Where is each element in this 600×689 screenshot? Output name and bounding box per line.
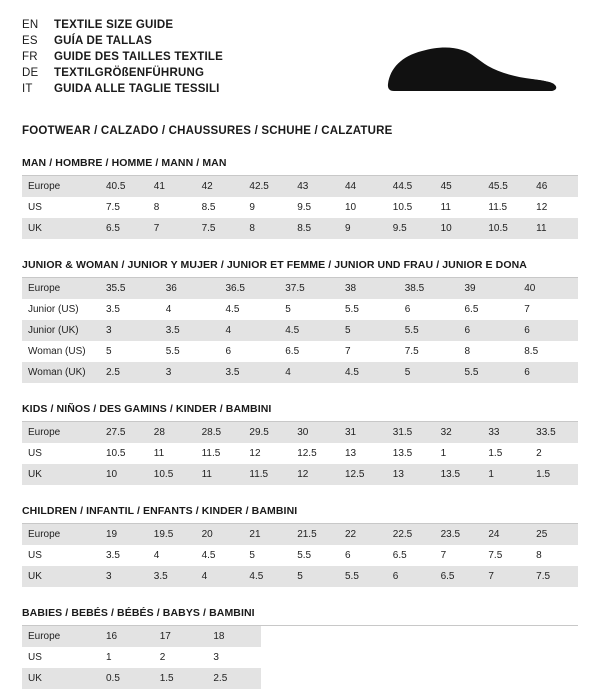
group-junior-woman [22, 259, 578, 383]
cell: 1.5 [154, 668, 208, 689]
row-label: US [28, 448, 42, 459]
cell: 16 [100, 626, 154, 647]
cell: 17 [154, 626, 208, 647]
row-label: UK [22, 218, 100, 239]
cell: 4.5 [279, 320, 339, 341]
cell: 4 [196, 566, 244, 587]
cell: 8.5 [524, 346, 539, 357]
table-row [22, 545, 578, 566]
group-children [22, 505, 578, 587]
size-table [22, 176, 578, 239]
cell: 19 [100, 524, 148, 545]
group-babies [22, 607, 578, 689]
cell: 5.5 [339, 566, 387, 587]
cell: 12 [536, 202, 548, 213]
cell: 20 [196, 524, 244, 545]
cell: 13.5 [392, 448, 413, 459]
cell: 12.5 [339, 464, 387, 485]
cell: 1 [482, 464, 530, 485]
cell: 5.5 [345, 304, 359, 315]
language-title: GUIDE DES TAILLES TEXTILE [54, 51, 223, 63]
cell: 42 [196, 176, 244, 197]
cell: 7.5 [488, 550, 503, 561]
cell: 2.5 [100, 362, 160, 383]
cell: 6 [518, 362, 578, 383]
language-row [22, 18, 223, 33]
cell: 5.5 [399, 320, 459, 341]
cell: 45.5 [482, 176, 530, 197]
cell: 1 [440, 448, 447, 459]
cell: 9 [339, 218, 387, 239]
cell: 4.5 [339, 362, 399, 383]
cell: 10.5 [148, 464, 196, 485]
table-row [22, 218, 578, 239]
language-row [22, 50, 223, 65]
group-man [22, 157, 578, 239]
row-label: Woman (UK) [22, 362, 100, 383]
cell: 9.5 [387, 218, 435, 239]
cell: 7 [148, 218, 196, 239]
cell: 7.5 [530, 566, 578, 587]
cell: 5 [291, 566, 339, 587]
cell: 5 [399, 362, 459, 383]
cell: 13 [387, 464, 435, 485]
cell: 10.5 [392, 202, 413, 213]
cell: 11.5 [243, 464, 291, 485]
cell: 18 [207, 626, 261, 647]
cell: 7 [345, 346, 351, 357]
table-row [22, 647, 261, 668]
cell: 6.5 [285, 346, 300, 357]
header [22, 18, 578, 103]
language-row [22, 34, 223, 49]
language-title: GUÍA DE TALLAS [54, 35, 152, 47]
table-row [22, 464, 578, 485]
cell: 9.5 [297, 202, 312, 213]
cell: 11.5 [488, 202, 508, 213]
cell: 1.5 [488, 448, 503, 459]
cell: 6 [344, 550, 351, 561]
language-row [22, 82, 223, 97]
cell: 9 [249, 202, 255, 213]
cell: 42.5 [243, 176, 291, 197]
row-label: Europe [22, 422, 100, 443]
size-table [22, 626, 261, 689]
cell: 7.5 [196, 218, 244, 239]
row-label: Woman (US) [28, 346, 86, 357]
cell: 35.5 [100, 278, 160, 299]
cell: 8 [153, 202, 160, 213]
group-title: CHILDREN / INFANTIL / ENFANTS / KINDER / BAMBINI [22, 505, 578, 524]
cell: 25 [530, 524, 578, 545]
cell: 33.5 [530, 422, 578, 443]
row-label: UK [22, 566, 100, 587]
language-code: ES [22, 35, 38, 47]
cell: 6.5 [435, 566, 483, 587]
language-titles [22, 18, 223, 97]
cell: 5.5 [165, 346, 180, 357]
cell: 3.5 [106, 304, 120, 315]
cell: 8.5 [201, 202, 216, 213]
table-row [22, 524, 578, 545]
cell: 4 [279, 362, 339, 383]
group-title: KIDS / NIÑOS / DES GAMINS / KINDER / BAMBINI [22, 403, 578, 422]
cell: 19.5 [148, 524, 196, 545]
cell: 8 [464, 346, 471, 357]
row-label: Europe [22, 626, 100, 647]
page-title: FOOTWEAR / CALZADO / CHAUSSURES / SCHUHE / CALZATURE [22, 125, 393, 137]
row-label: US [28, 550, 42, 561]
cell: 40 [518, 278, 578, 299]
cell: 11.5 [201, 448, 221, 459]
cell: 3 [160, 362, 220, 383]
table-row [22, 176, 578, 197]
cell: 43 [291, 176, 339, 197]
cell: 10 [435, 218, 483, 239]
cell: 46 [530, 176, 578, 197]
row-label: UK [22, 668, 100, 689]
row-label: US [28, 202, 42, 213]
group-kids [22, 403, 578, 485]
cell: 10 [100, 464, 148, 485]
size-table [22, 422, 578, 485]
cell: 4 [220, 320, 280, 341]
row-label: UK [22, 464, 100, 485]
cell: 44.5 [387, 176, 435, 197]
cell: 3.5 [220, 362, 280, 383]
cell: 5 [249, 550, 255, 561]
cell: 4 [165, 304, 172, 315]
cell: 21.5 [291, 524, 339, 545]
cell: 10 [344, 202, 357, 213]
language-title: TEXTILE SIZE GUIDE [54, 19, 174, 31]
cell: 2.5 [207, 668, 261, 689]
cell: 6.5 [100, 218, 148, 239]
cell: 39 [459, 278, 519, 299]
table-row [22, 626, 261, 647]
language-code: FR [22, 51, 38, 63]
cell: 6 [225, 346, 232, 357]
cell: 45 [435, 176, 483, 197]
table-row [22, 197, 578, 218]
cell: 22.5 [387, 524, 435, 545]
cell: 7.5 [106, 202, 120, 213]
cell: 5 [339, 320, 399, 341]
cell: 5.5 [459, 362, 519, 383]
cell: 7 [482, 566, 530, 587]
cell: 5 [106, 346, 112, 357]
cell: 36.5 [220, 278, 280, 299]
group-title: JUNIOR & WOMAN / JUNIOR Y MUJER / JUNIOR ET FEMME / JUNIOR UND FRAU / JUNIOR E DONA [22, 259, 578, 278]
cell: 22 [339, 524, 387, 545]
cell: 28.5 [196, 422, 244, 443]
table-row [22, 320, 578, 341]
cell: 10.5 [106, 448, 126, 459]
cell: 29.5 [243, 422, 291, 443]
cell: 27.5 [100, 422, 148, 443]
row-label: Europe [22, 278, 100, 299]
cell: 30 [291, 422, 339, 443]
cell: 13.5 [435, 464, 483, 485]
cell: 32 [435, 422, 483, 443]
cell: 40.5 [100, 176, 148, 197]
table-row [22, 422, 578, 443]
cell: 21 [243, 524, 291, 545]
language-row [22, 66, 223, 81]
table-row [22, 299, 578, 320]
cell: 41 [148, 176, 196, 197]
cell: 12 [291, 464, 339, 485]
language-code: IT [22, 83, 33, 95]
cell: 24 [482, 524, 530, 545]
cell: 4.5 [243, 566, 291, 587]
cell: 28 [148, 422, 196, 443]
cell: 3.5 [160, 320, 220, 341]
dress-shoe-icon [380, 36, 560, 103]
table-row [22, 566, 578, 587]
language-title: TEXTILGRÖßENFÜHRUNG [54, 67, 205, 79]
row-label: Junior (US) [28, 304, 79, 315]
cell: 3 [100, 320, 160, 341]
language-title: GUIDA ALLE TAGLIE TESSILI [54, 83, 220, 95]
cell: 5 [285, 304, 291, 315]
cell: 0.5 [100, 668, 154, 689]
cell: 13 [344, 448, 357, 459]
language-code: EN [22, 19, 39, 31]
cell: 7 [524, 304, 530, 315]
cell: 12.5 [297, 448, 317, 459]
cell: 11 [530, 218, 578, 239]
table-row [22, 278, 578, 299]
cell: 11 [196, 464, 244, 485]
size-table [22, 278, 578, 383]
row-label: US [28, 652, 42, 663]
table-row [22, 341, 578, 362]
cell: 31 [339, 422, 387, 443]
cell: 38 [339, 278, 399, 299]
cell: 33 [482, 422, 530, 443]
cell: 3 [213, 652, 219, 663]
size-table [22, 524, 578, 587]
cell: 7.5 [404, 346, 419, 357]
cell: 44 [339, 176, 387, 197]
cell: 8 [536, 550, 542, 561]
cell: 6 [404, 304, 411, 315]
cell: 11 [153, 448, 165, 459]
cell: 6 [459, 320, 519, 341]
cell: 3.5 [148, 566, 196, 587]
row-label: Europe [22, 176, 100, 197]
group-title: BABIES / BEBÉS / BÉBÉS / BABYS / BAMBINI [22, 607, 578, 626]
cell: 8 [243, 218, 291, 239]
cell: 7 [440, 550, 447, 561]
group-title: MAN / HOMBRE / HOMME / MANN / MAN [22, 157, 578, 176]
cell: 10.5 [482, 218, 530, 239]
cell: 4 [153, 550, 160, 561]
row-label: Junior (UK) [22, 320, 100, 341]
cell: 11 [440, 202, 451, 213]
cell: 12 [249, 448, 261, 459]
cell: 5.5 [297, 550, 312, 561]
cell: 3.5 [106, 550, 120, 561]
cell: 38.5 [399, 278, 459, 299]
cell: 6.5 [392, 550, 407, 561]
cell: 3 [100, 566, 148, 587]
cell: 6 [518, 320, 578, 341]
language-code: DE [22, 67, 39, 79]
table-row [22, 668, 261, 689]
table-row [22, 362, 578, 383]
cell: 6 [387, 566, 435, 587]
cell: 36 [160, 278, 220, 299]
cell: 1.5 [530, 464, 578, 485]
cell: 37.5 [279, 278, 339, 299]
cell: 31.5 [387, 422, 435, 443]
cell: 6.5 [464, 304, 479, 315]
cell: 2 [159, 652, 166, 663]
cell: 4.5 [201, 550, 216, 561]
cell: 4.5 [225, 304, 240, 315]
cell: 2 [536, 448, 542, 459]
table-row [22, 443, 578, 464]
cell: 8.5 [291, 218, 339, 239]
cell: 1 [106, 652, 112, 663]
row-label: Europe [22, 524, 100, 545]
cell: 23.5 [435, 524, 483, 545]
